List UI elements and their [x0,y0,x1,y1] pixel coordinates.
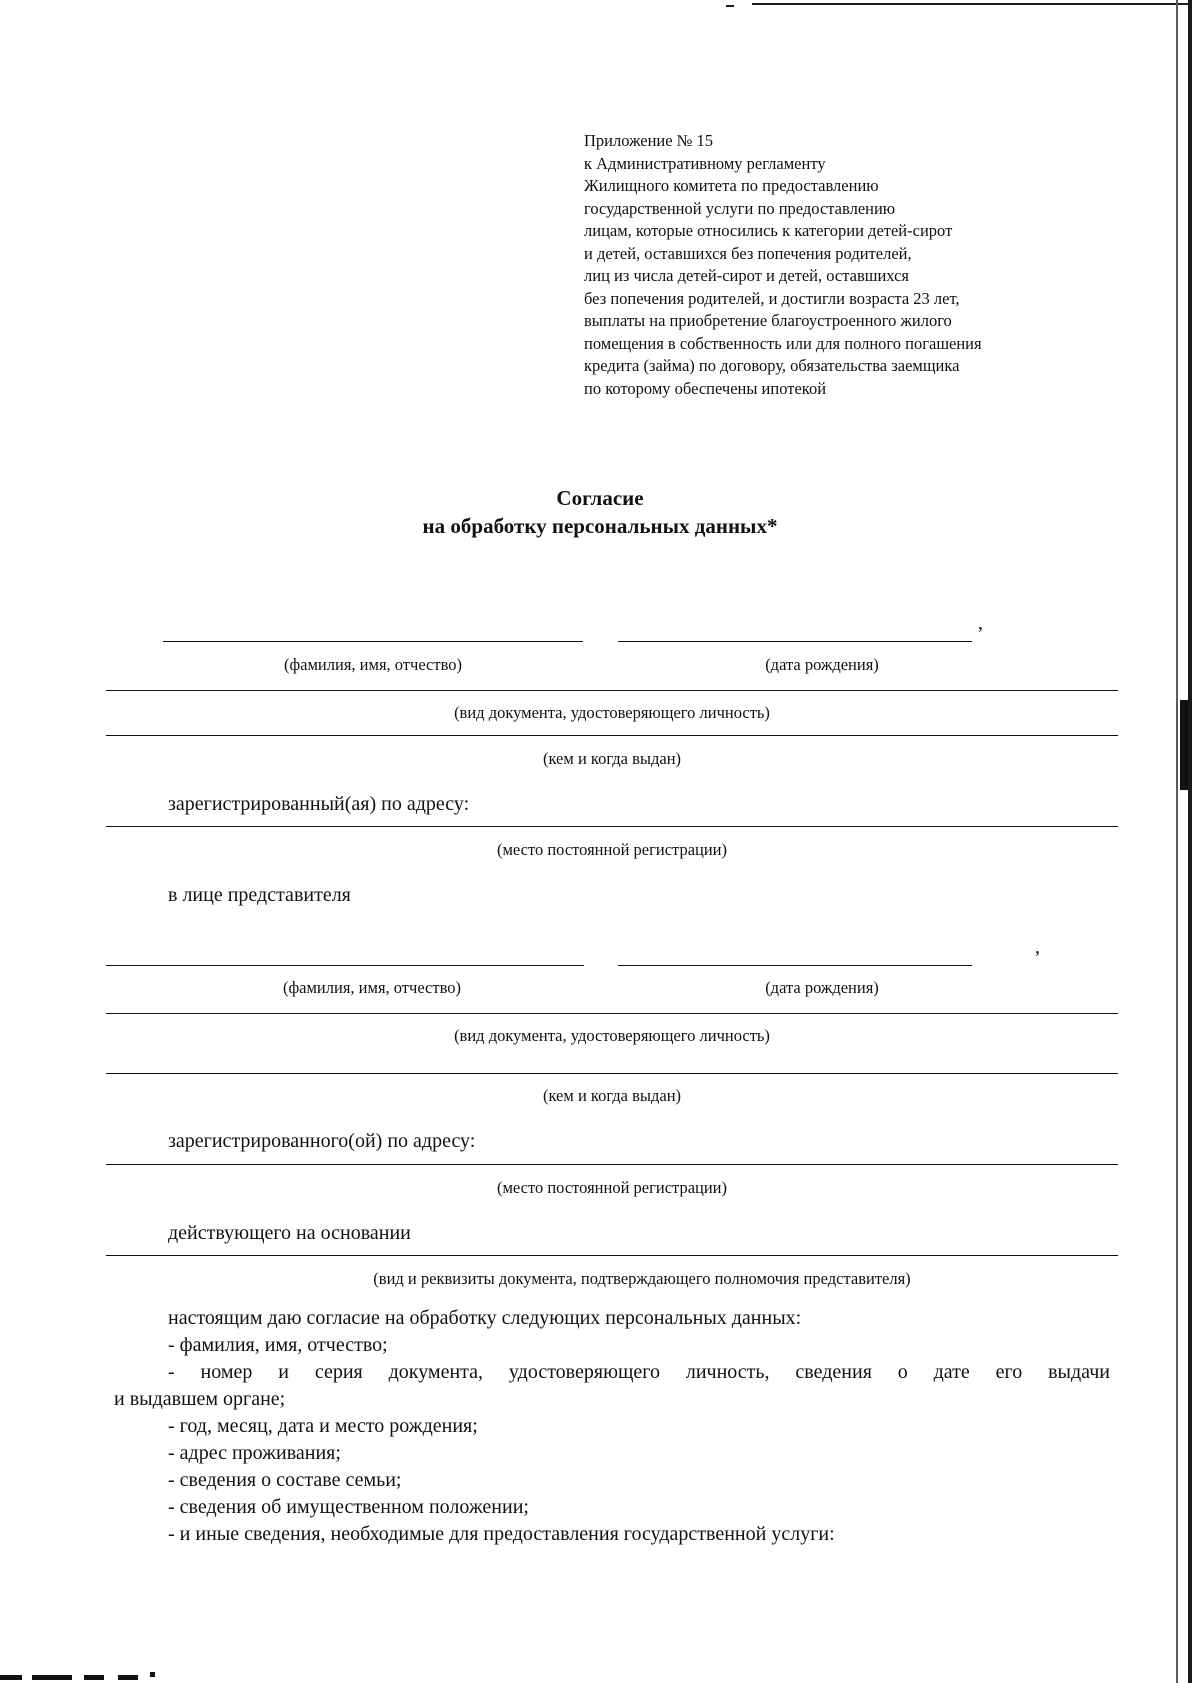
consent-item: - фамилия, имя, отчество; [168,1334,388,1356]
subject-birth-caption: (дата рождения) [765,655,879,674]
consent-item: - адрес проживания; [168,1442,341,1464]
representative-intro-label: в лице представителя [168,884,351,906]
rep-basis-caption: (вид и реквизиты документа, подтверждающего полномочия представителя) [373,1269,911,1288]
consent-item: - сведения об имущественном положении; [168,1496,529,1518]
scan-edge-right [1188,0,1192,1683]
subject-reg-caption: (место постоянной регистрации) [496,840,728,859]
subject-issued-caption: (кем и когда выдан) [542,749,682,768]
consent-intro: настоящим даю согласие на обработку следующих персональных данных: [168,1307,802,1329]
rep-id-doc-caption: (вид документа, удостоверяющего личность) [454,1026,770,1045]
appendix-line: и детей, оставшихся без попечения родителей, [584,243,912,263]
subject-fio-line[interactable] [163,641,583,642]
consent-item: и выдавшем органе; [114,1388,286,1410]
comma: , [978,612,983,634]
rep-id-doc-line[interactable] [106,1013,1118,1014]
consent-item: - сведения о составе семьи; [168,1469,402,1491]
subject-fio-caption: (фамилия, имя, отчество) [283,655,463,674]
rep-issued-caption: (кем и когда выдан) [542,1086,682,1105]
rep-reg-caption: (место постоянной регистрации) [496,1178,728,1197]
scan-edge-mark [1180,700,1188,790]
rep-reg-line[interactable] [106,1164,1118,1165]
appendix-line: кредита (займа) по договору, обязательства заемщика [584,356,960,375]
rep-basis-label: действующего на основании [168,1222,411,1244]
scan-edge-top [752,3,1192,5]
consent-item: - номер и серия документа, удостоверяющего личность, сведения о дате его выдачи [168,1361,1110,1383]
scan-edge-right-inner [1176,0,1178,1683]
rep-registered-label: зарегистрированного(ой) по адресу: [168,1130,476,1152]
appendix-line: государственной услуги по предоставлению [584,198,896,218]
rep-fio-caption: (фамилия, имя, отчество) [282,978,462,997]
subject-registered-label: зарегистрированный(ая) по адресу: [168,793,470,815]
rep-basis-line[interactable] [106,1255,1118,1256]
consent-text [114,1305,1110,1548]
rep-fio-line[interactable] [106,965,584,966]
rep-issued-line[interactable] [106,1073,1118,1074]
subject-reg-line[interactable] [106,826,1118,827]
appendix-line: Приложение № 15 [584,131,714,150]
subject-birth-line[interactable] [618,641,972,642]
appendix-line: к Административному регламенту [584,153,826,173]
appendix-note [584,130,1084,400]
subject-id-doc-line[interactable] [106,690,1118,691]
document-subtitle: на обработку персональных данных* [422,514,778,538]
appendix-line: лиц из числа детей-сирот и детей, оставшихся [584,266,909,285]
consent-item: - и иные сведения, необходимые для предоставления государственной услуги: [168,1523,835,1545]
rep-birth-caption: (дата рождения) [765,978,879,997]
subject-issued-line[interactable] [106,735,1118,736]
appendix-line: по которому обеспечены ипотекой [584,378,827,398]
rep-birth-line[interactable] [618,965,972,966]
comma: , [1035,936,1040,958]
appendix-line: Жилищного комитета по предоставлению [584,176,879,195]
appendix-line: помещения в собственность или для полного погашения [584,333,982,353]
appendix-line: без попечения родителей, и достигли возраста 23 лет, [584,288,960,308]
scan-mark-top [726,5,734,7]
consent-item: - год, месяц, дата и место рождения; [168,1415,478,1437]
appendix-line: лицам, которые относились к категории детей-сирот [584,221,953,240]
appendix-line: выплаты на приобретение благоустроенного жилого [584,311,952,330]
subject-id-doc-caption: (вид документа, удостоверяющего личность) [454,703,770,722]
document-title: Согласие [556,486,644,510]
